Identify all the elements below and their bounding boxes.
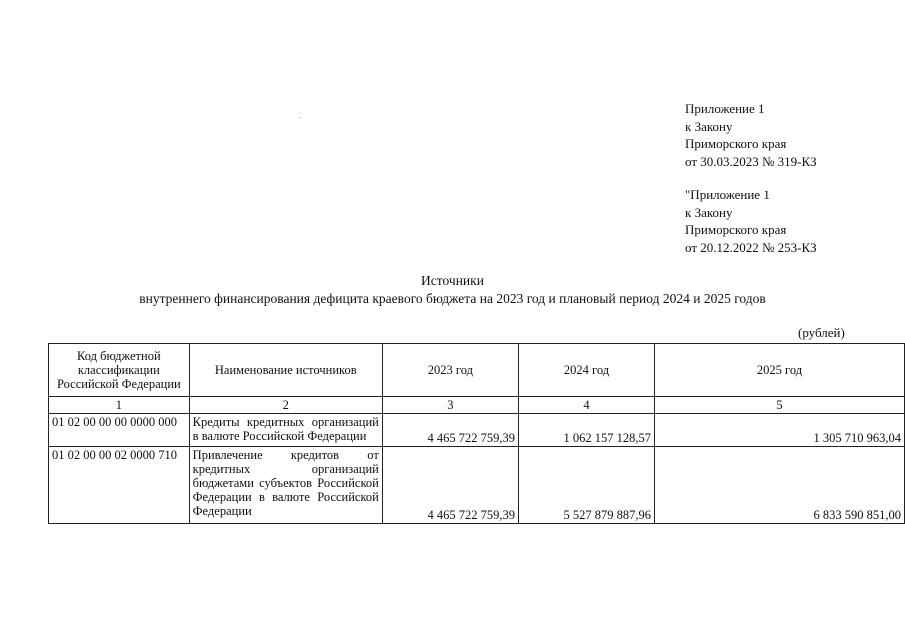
document-title — [0, 272, 905, 308]
cell-2025: 1 305 710 963,04 — [655, 414, 905, 447]
appendix-reference-current — [685, 100, 817, 170]
cell-2025: 6 833 590 851,00 — [655, 447, 905, 524]
header-2023: 2023 год — [382, 344, 518, 397]
appendix-line: от 30.03.2023 № 319-КЗ — [685, 153, 817, 169]
appendix-line: Приморского края — [685, 222, 787, 237]
cell-name: Привлечение кредитов от кредитных организаций бюджетами субъектов Российской Федерации в валюте Российской Федерации — [189, 447, 382, 524]
header-code: Код бюджетной классификации Российской Федерации — [49, 344, 190, 397]
cell-name: Кредиты кредитных организаций в валюте Российской Федерации — [189, 414, 382, 447]
appendix-line: от 20.12.2022 № 253-КЗ — [685, 239, 817, 255]
header-2024: 2024 год — [518, 344, 654, 397]
column-number: 2 — [189, 397, 382, 414]
appendix-reference-previous — [685, 186, 817, 256]
cell-2024: 5 527 879 887,96 — [518, 447, 654, 524]
column-number-row — [49, 397, 905, 414]
table-header-row — [49, 344, 905, 397]
header-name: Наименование источников — [189, 344, 382, 397]
column-number: 1 — [49, 397, 190, 414]
units-label: (рублей) — [798, 325, 845, 340]
appendix-line: к Закону — [685, 118, 733, 134]
cell-2023: 4 465 722 759,39 — [382, 414, 518, 447]
table-row — [49, 414, 905, 447]
scan-speck — [300, 117, 301, 118]
appendix-line: к Закону — [685, 204, 733, 220]
financing-sources-table — [48, 343, 905, 524]
title-line-1: Источники — [421, 273, 484, 288]
cell-2024: 1 062 157 128,57 — [518, 414, 654, 447]
appendix-line: Приложение 1 — [685, 101, 765, 116]
column-number: 5 — [655, 397, 905, 414]
column-number: 3 — [382, 397, 518, 414]
header-2025: 2025 год — [655, 344, 905, 397]
cell-code: 01 02 00 00 00 0000 000 — [49, 414, 190, 447]
title-line-2: внутреннего финансирования дефицита краевого бюджета на 2023 год и плановый период 2024 и 2025 годов — [139, 291, 766, 306]
appendix-line: Приморского края — [685, 136, 787, 151]
cell-2023: 4 465 722 759,39 — [382, 447, 518, 524]
cell-code: 01 02 00 00 02 0000 710 — [49, 447, 190, 524]
column-number: 4 — [518, 397, 654, 414]
table-row — [49, 447, 905, 524]
appendix-line: "Приложение 1 — [685, 187, 770, 202]
